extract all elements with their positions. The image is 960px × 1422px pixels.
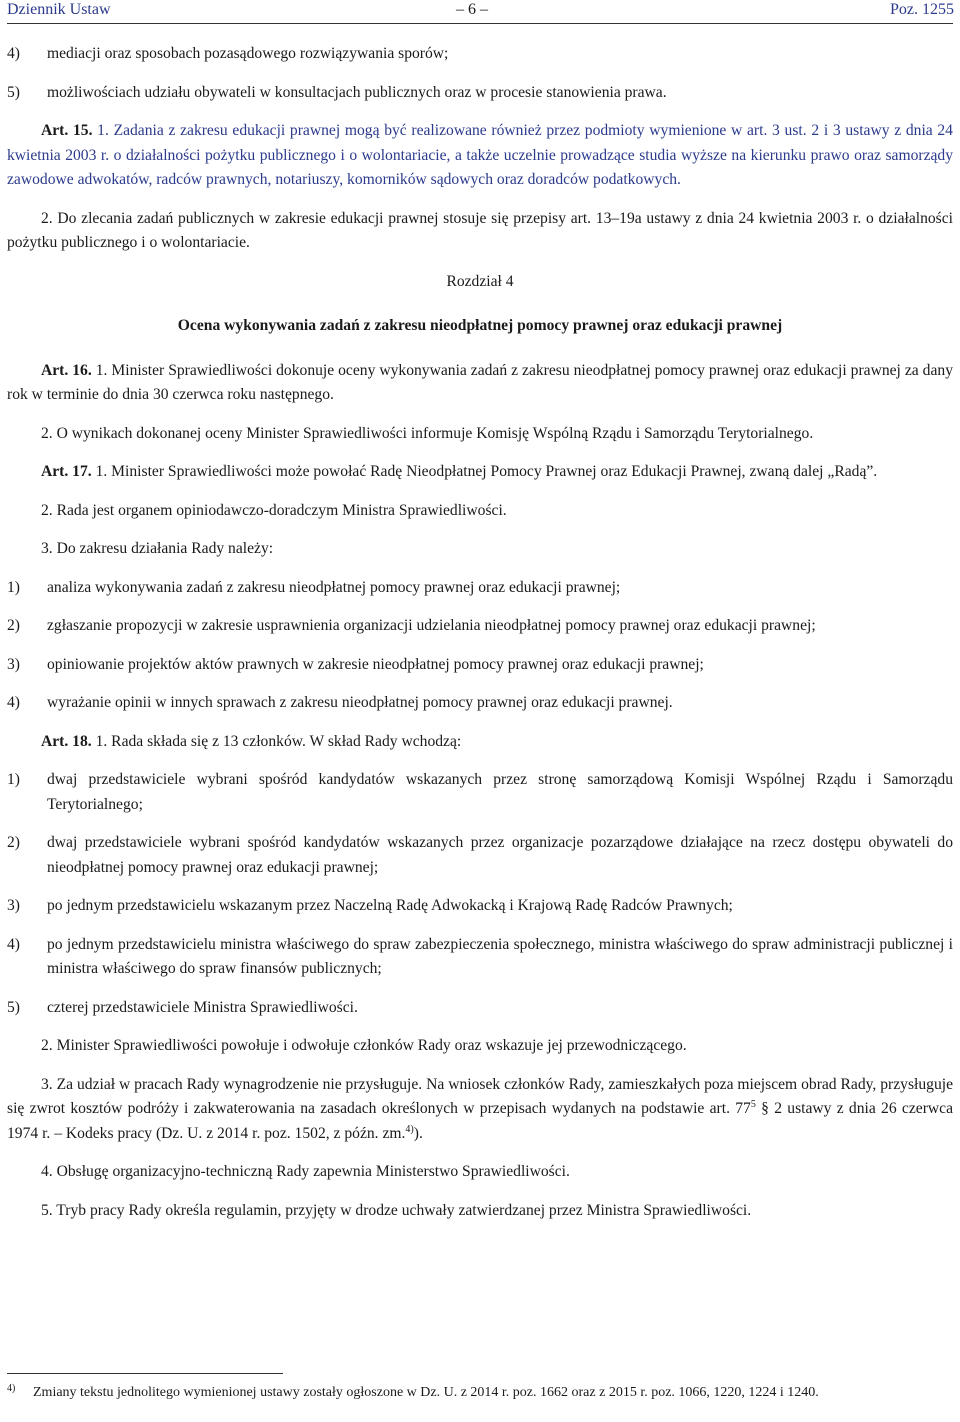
footnote-divider: [7, 1373, 283, 1374]
item-number: 5): [7, 83, 20, 101]
article-18-paragraph-1: [7, 730, 953, 755]
item-text: analiza wykonywania zadań z zakresu nieodpłatnej pomocy prawnej oraz edukacji prawnej;: [47, 578, 621, 596]
item-text: mediacji oraz sposobach pozasądowego rozwiązywania sporów;: [47, 45, 449, 62]
paragraph-text: 3. Za udział w pracach Rady wynagrodzenie nie przysługuje. Na wniosek członków Rady, zamieszkałych poza miejscem obrad Rady, przysługuje się zwrot kosztów podróży i zakwaterowania na zasadach określonych w przepisach wydanych na podstawie art. 77: [7, 1075, 953, 1117]
item-number: 5): [7, 998, 20, 1016]
document-body: [7, 42, 953, 1237]
item-number: 3): [7, 655, 20, 673]
item-text: opiniowanie projektów aktów prawnych w zakresie nieodpłatnej pomocy prawnej oraz edukacji prawnej;: [47, 655, 704, 673]
list-item: [7, 996, 953, 1021]
item-number: 2): [7, 834, 20, 851]
item-text: możliwościach udziału obywateli w konsultacjach publicznych oraz w procesie stanowienia prawa.: [47, 83, 667, 101]
article-18-paragraph-3: [7, 1073, 953, 1147]
list-item: [7, 691, 953, 716]
item-number: 4): [7, 45, 20, 62]
list-item: [7, 894, 953, 919]
list-item: [7, 768, 953, 817]
article-16-paragraph-2: 2. O wynikach dokonanej oceny Minister Sprawiedliwości informuje Komisję Wspólną Rządu i Samorządu Terytorialnego.: [41, 424, 814, 442]
paragraph-text: ).: [413, 1124, 423, 1142]
article-17-paragraph-1: [7, 460, 953, 485]
article-label: Art. 18.: [41, 732, 92, 750]
footnote-reference[interactable]: 4): [405, 1123, 414, 1135]
paragraph-text: 1. Zadania z zakresu edukacji prawnej mogą być realizowane również przez podmioty wymienione w art. 3 ust. 2 i 3 ustawy z dnia 24 kwietnia 2003 r. o działalności pożytku publicznego i o wolontariacie, a także uczelnie prowadzące studia wyższe na kierunku prawo oraz samorządy zawodowe adwokatów, radców prawnych, notariuszy, komorników sądowych oraz doradców podatkowych.: [7, 122, 953, 188]
item-number: 1): [7, 771, 20, 788]
article-18-paragraph-4: 4. Obsługę organizacyjno-techniczną Rady zapewnia Ministerstwo Sprawiedliwości.: [41, 1163, 570, 1180]
article-17-paragraph-3: 3. Do zakresu działania Rady należy:: [41, 540, 274, 557]
article-15-paragraph-1: [7, 119, 953, 193]
header-divider: [7, 23, 953, 24]
article-label: Art. 15.: [41, 122, 93, 139]
article-label: Art. 16.: [41, 361, 92, 379]
superscript: 5: [750, 1098, 756, 1110]
article-18-paragraph-2: 2. Minister Sprawiedliwości powołuje i odwołuje członków Rady oraz wskazuje jej przewodniczącego.: [41, 1037, 687, 1054]
item-text: dwaj przedstawiciele wybrani spośród kandydatów wskazanych przez stronę samorządową Komisji Wspólnej Rządu i Samorządu Terytorialnego;: [47, 771, 953, 813]
paragraph-text: § 2 ustawy z dnia 26 czerwca 1974 r. – Kodeks pracy (Dz. U. z 2014 r. poz. 1502, z późn. zm.: [7, 1100, 953, 1142]
item-text: po jednym przedstawicielu wskazanym przez Naczelną Radę Adwokacką i Krajową Radę Radców Prawnych;: [47, 897, 733, 914]
page-number: – 6 –: [456, 1, 488, 18]
item-text: czterej przedstawiciele Ministra Sprawiedliwości.: [47, 998, 358, 1016]
item-text: po jednym przedstawicielu ministra właściwego do spraw zabezpieczenia społecznego, ministra właściwego do spraw administracji publicznej i ministra właściwego do spraw finansów publicznych;: [47, 935, 953, 977]
page-header: [0, 0, 960, 22]
item-text: wyrażanie opinii w innych sprawach z zakresu nieodpłatnej pomocy prawnej oraz edukacji prawnej.: [47, 694, 673, 711]
item-text: dwaj przedstawiciele wybrani spośród kandydatów wskazanych przez organizacje pozarządowe działające na rzecz dostępu obywateli do nieodpłatnej pomocy prawnej oraz edukacji prawnej;: [47, 834, 953, 876]
list-item: [7, 614, 953, 639]
item-number: 4): [7, 694, 20, 711]
article-16-paragraph-1: [7, 359, 953, 408]
paragraph-text: 1. Rada składa się z 13 członków. W skład Rady wchodzą:: [95, 732, 462, 750]
journal-title: Dziennik Ustaw: [7, 1, 111, 18]
article-18-paragraph-5: 5. Tryb pracy Rady określa regulamin, przyjęty w drodze uchwały zatwierdzanej przez Ministra Sprawiedliwości.: [41, 1201, 752, 1219]
list-item: [7, 933, 953, 982]
article-17-paragraph-2: 2. Rada jest organem opiniodawczo-doradczym Ministra Sprawiedliwości.: [41, 501, 507, 519]
item-text: zgłaszanie propozycji w zakresie usprawnienia organizacji udzielania nieodpłatnej pomocy prawnej oraz edukacji prawnej;: [47, 617, 816, 634]
list-item: [7, 653, 953, 678]
article-label: Art. 17.: [41, 463, 92, 480]
paragraph-text: 1. Minister Sprawiedliwości dokonuje oceny wykonywania zadań z zakresu nieodpłatnej pomocy prawnej oraz edukacji prawnej za dany rok w terminie do dnia 30 czerwca roku następnego.: [7, 361, 953, 403]
footnote-marker: 4): [7, 1383, 16, 1394]
item-number: 3): [7, 897, 20, 914]
list-item: [7, 81, 953, 106]
list-item: [7, 42, 953, 67]
article-15-paragraph-2: 2. Do zlecania zadań publicznych w zakresie edukacji prawnej stosuje się przepisy art. 13–19a ustawy z dnia 24 kwietnia 2003 r. o działalności pożytku publicznego i o wolontariacie.: [7, 209, 953, 251]
paragraph-text: 1. Minister Sprawiedliwości może powołać Radę Nieodpłatnej Pomocy Prawnej oraz Edukacji Prawnej, zwaną dalej „Radą”.: [95, 463, 878, 480]
chapter-label: Rozdział 4: [446, 272, 514, 290]
list-item: [7, 576, 953, 601]
footnote: [7, 1383, 953, 1403]
footnote-text: Zmiany tekstu jednolitego wymienionej ustawy zostały ogłoszone w Dz. U. z 2014 r. poz. 1662 oraz z 2015 r. poz. 1066, 1220, 1224 i 1240.: [33, 1385, 819, 1400]
chapter-title: Ocena wykonywania zadań z zakresu nieodpłatnej pomocy prawnej oraz edukacji prawnej: [177, 317, 783, 334]
position-number: Poz. 1255: [890, 1, 954, 18]
list-item: [7, 831, 953, 880]
item-number: 4): [7, 935, 20, 953]
item-number: 2): [7, 617, 20, 634]
item-number: 1): [7, 578, 20, 596]
